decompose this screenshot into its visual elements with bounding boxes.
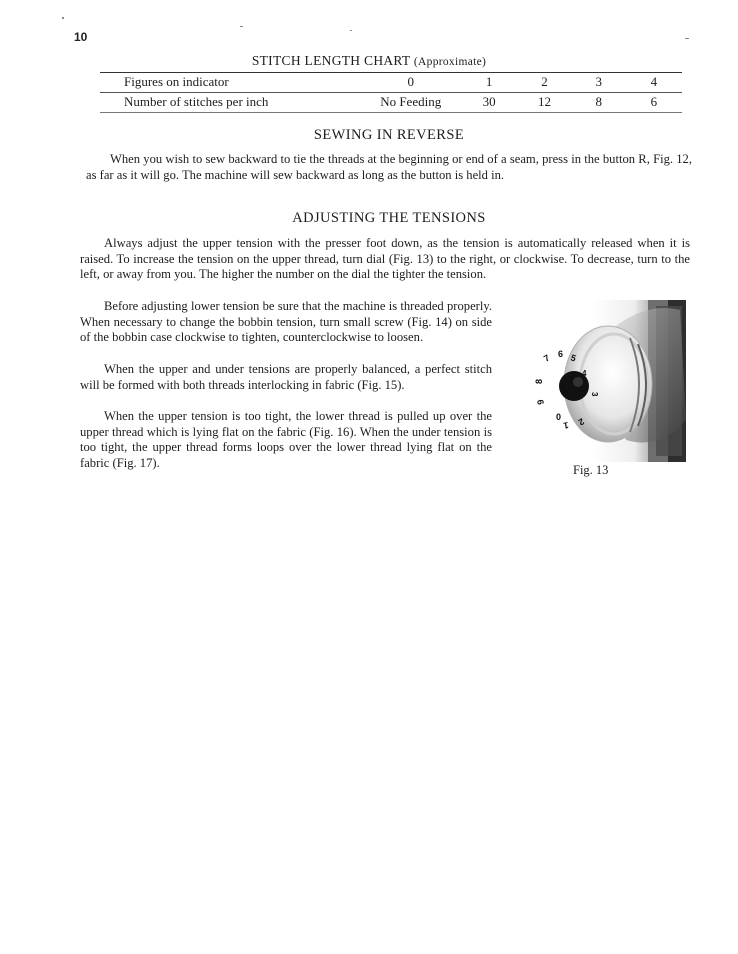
dial-numeral: 2 bbox=[576, 416, 586, 428]
dial-numeral: 9 bbox=[535, 398, 546, 406]
dial-numeral: 6 bbox=[558, 349, 564, 359]
scan-speck bbox=[685, 38, 689, 39]
paragraph-tension-3: When the upper and under tensions are properly balanced, a perfect stitch will be formed with both threads interlocking in fabric (Fig. 15). bbox=[80, 362, 492, 392]
figure-13-tension-dial bbox=[530, 300, 686, 462]
stitch-chart-title-note: (Approximate) bbox=[413, 56, 487, 68]
table-cell: 8 bbox=[572, 93, 626, 113]
stitch-chart-title bbox=[0, 53, 738, 69]
paragraph-tension-4: When the upper tension is too tight, the lower thread is pulled up over the upper thread which is lying flat on the fabric (Fig. 16). When the under tension is too tight, the upper thread forms loops over the lower thread lying flat on the fabric (Fig. 17). bbox=[80, 409, 492, 470]
figure-13-caption: Fig. 13 bbox=[573, 463, 609, 477]
heading-sewing-in-reverse: SEWING IN REVERSE bbox=[313, 127, 465, 143]
tension-dial-illustration bbox=[530, 300, 686, 462]
scan-speck bbox=[240, 26, 243, 27]
scan-speck bbox=[62, 17, 64, 19]
table-cell: 3 bbox=[572, 73, 626, 93]
table-cell: 4 bbox=[626, 73, 682, 93]
table-row bbox=[100, 73, 682, 93]
dial-numeral: 0 bbox=[556, 412, 562, 422]
table-cell: 30 bbox=[461, 93, 517, 113]
row-label-figures: Figures on indicator bbox=[100, 73, 360, 93]
table-row bbox=[100, 93, 682, 113]
paragraph-reverse: When you wish to sew backward to tie the threads at the beginning or end of a seam, press in the button R, Fig. 12, as far as it will go. The machine will sew backward as long as the button is held in. bbox=[86, 152, 692, 182]
stitch-length-table bbox=[100, 72, 682, 113]
dial-numeral: 5 bbox=[569, 352, 578, 364]
scan-speck bbox=[350, 30, 352, 31]
dial-numeral: 3 bbox=[590, 392, 599, 397]
stitch-chart-title-text: STITCH LENGTH CHART bbox=[251, 53, 411, 68]
dial-numeral: 1 bbox=[562, 420, 570, 431]
table-cell: 12 bbox=[517, 93, 571, 113]
table-cell: 0 bbox=[360, 73, 460, 93]
table-cell: 1 bbox=[461, 73, 517, 93]
paragraph-tension-1: Always adjust the upper tension with the presser foot down, as the tension is automatically released when it is raised. To increase the tension on the upper thread, turn dial (Fig. 13) to the right, or clockwise. To decrease, turn to the left, or away from you. The higher the number on the dial the tighter the tension. bbox=[80, 236, 690, 282]
heading-adjusting-tensions: ADJUSTING THE TENSIONS bbox=[292, 210, 486, 226]
dial-numeral: 7 bbox=[542, 352, 552, 364]
row-label-stitches: Number of stitches per inch bbox=[100, 93, 360, 113]
paragraph-tension-2: Before adjusting lower tension be sure that the machine is threaded properly. When necessary to change the bobbin tension, turn small screw (Fig. 14) on side of the bobbin case clockwise to tighten, counterclockwise to loosen. bbox=[80, 299, 492, 345]
table-cell: No Feeding bbox=[360, 93, 460, 113]
page-number: 10 bbox=[74, 30, 88, 44]
dial-numeral: 4 bbox=[582, 369, 587, 378]
table-cell: 6 bbox=[626, 93, 682, 113]
table-cell: 2 bbox=[517, 73, 571, 93]
dial-numeral: 8 bbox=[534, 378, 544, 384]
